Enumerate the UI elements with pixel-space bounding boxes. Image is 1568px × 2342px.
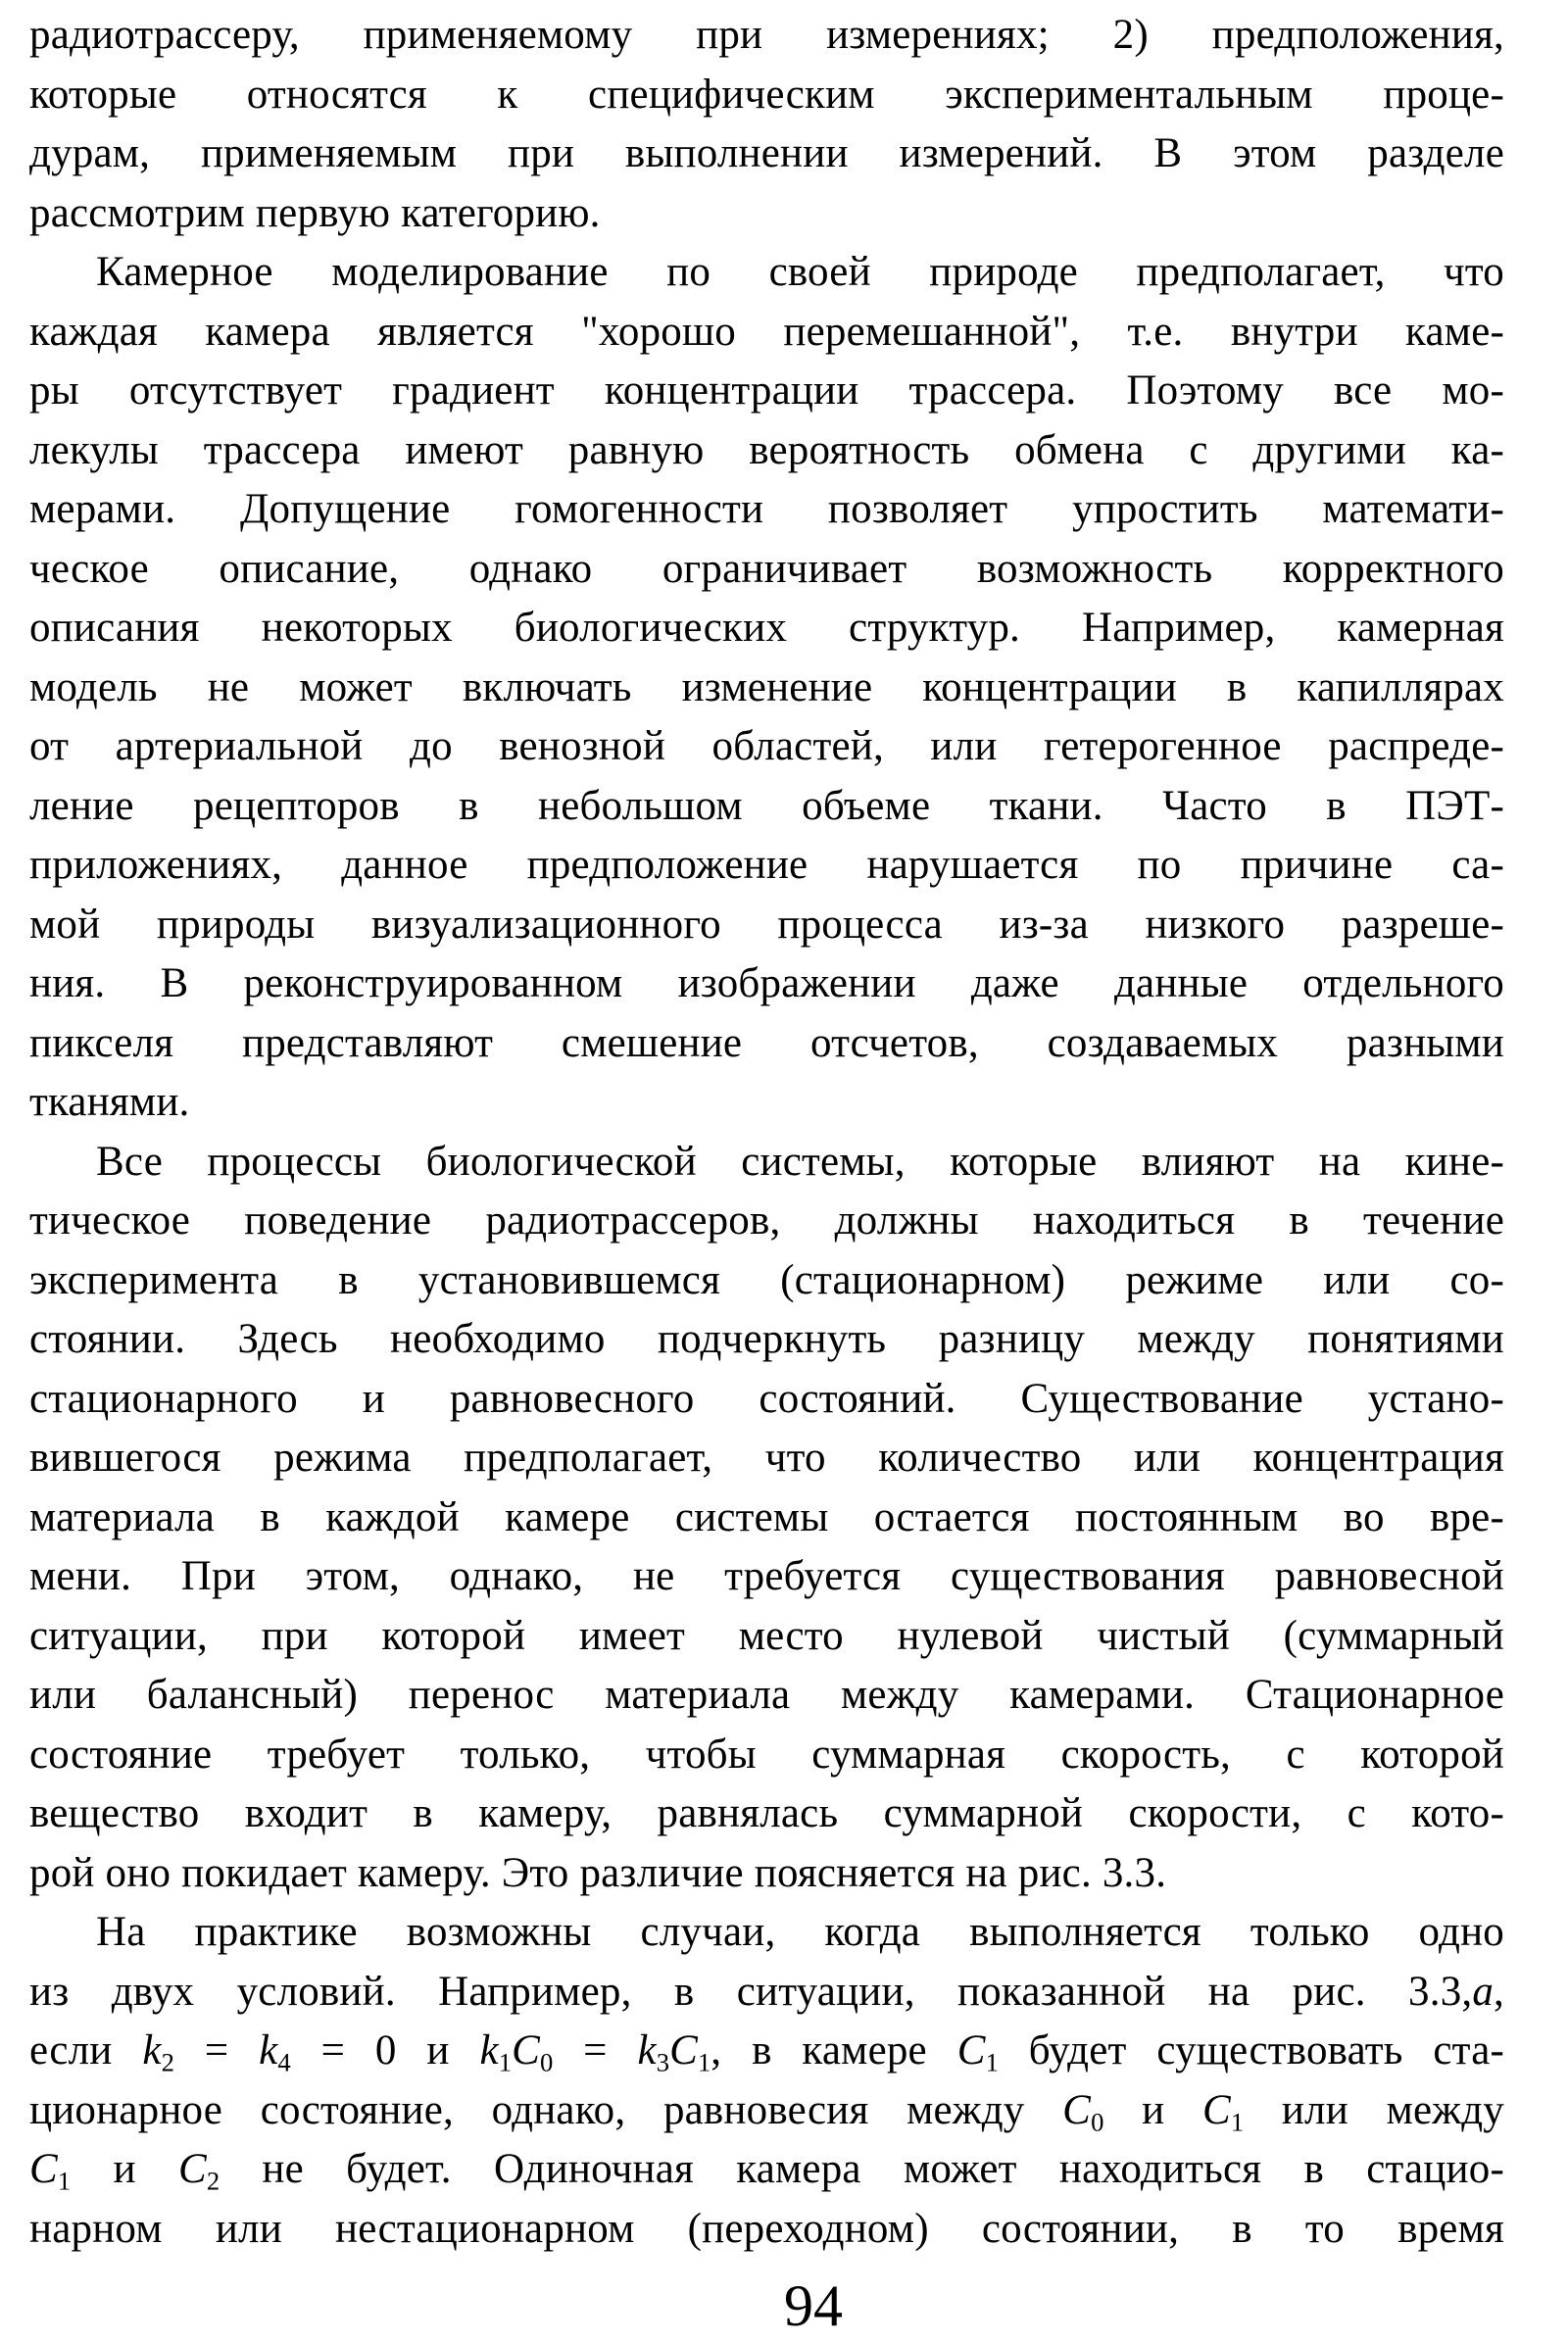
text-line: ния. В реконструированном изображении даже данные отдельного [29, 960, 1504, 1006]
text-line: ситуации, при которой имеет место нулевой чистый (суммарный [29, 1612, 1504, 1659]
text-line: тканями. [29, 1079, 190, 1125]
page-number: 94 [784, 2273, 843, 2338]
text-line: C1 и C2 не будет. Одиночная камера может находиться в стацио- [29, 2146, 1504, 2196]
text-line: из двух условий. Например, в ситуации, показанной на рис. 3.3,а, [29, 1968, 1504, 2015]
text-line: нарном или нестационарном (переходном) состоянии, в то время [29, 2205, 1504, 2252]
text-line: приложениях, данное предположение нарушается по причине са- [29, 842, 1504, 888]
text-line: которые относятся к специфическим экспериментальным проце- [29, 71, 1504, 118]
text-line: пикселя представляют смешение отсчетов, создаваемых разными [29, 1019, 1504, 1066]
text-line: вившегося режима предполагает, что количество или концентрация [29, 1435, 1504, 1481]
text-line: радиотрассеру, применяемому при измерениях; 2) предположения, [29, 12, 1504, 58]
text-line: Камерное моделирование по своей природе предполагает, что [96, 249, 1504, 295]
text-line: рой оно покидает камеру. Это различие поясняется на рис. 3.3. [29, 1849, 1167, 1896]
text-line: от артериальной до венозной областей, или гетерогенное распреде- [29, 723, 1504, 769]
text-line: ческое описание, однако ограничивает возможность корректного [29, 545, 1504, 592]
text-line: стоянии. Здесь необходимо подчеркнуть разницу между понятиями [29, 1316, 1504, 1362]
text-line: На практике возможны случаи, когда выполняется только одно [96, 1909, 1504, 1955]
text-line: дурам, применяемым при выполнении измерений. В этом разделе [29, 130, 1504, 176]
text-line: если k2 = k4 = 0 и k1C0 = k3C1, в камере C1 будет существовать ста- [29, 2027, 1504, 2077]
text-column [29, 6, 1504, 2259]
text-line: вещество входит в камеру, равнялась суммарной скорости, с кото- [29, 1790, 1504, 1836]
text-line: ционарное состояние, однако, равновесия между C0 и C1 или между [29, 2086, 1504, 2136]
text-line: лекулы трассера имеют равную вероятность обмена с другими ка- [29, 426, 1504, 473]
text-line: каждая камера является "хорошо перемешанной", т.е. внутри каме- [29, 308, 1504, 355]
text-line: материала в каждой камере системы остается постоянным во вре- [29, 1493, 1504, 1540]
text-line: Все процессы биологической системы, которые влияют на кине- [96, 1138, 1504, 1185]
text-line: описания некоторых биологических структур. Например, камерная [29, 605, 1504, 651]
text-line: состояние требует только, чтобы суммарная скорость, с которой [29, 1731, 1504, 1778]
text-line: мени. При этом, однако, не требуется существования равновесной [29, 1553, 1504, 1599]
text-line: модель не может включать изменение концентрации в капиллярах [29, 663, 1504, 710]
text-line: мерами. Допущение гомогенности позволяет упростить математи- [29, 486, 1504, 532]
text-line: тическое поведение радиотрассеров, должны находиться в течение [29, 1197, 1504, 1244]
text-line: или балансный) перенос материала между камерами. Стационарное [29, 1672, 1504, 1718]
text-line: ры отсутствует градиент концентрации трассера. Поэтому все мо- [29, 367, 1504, 414]
text-line: эксперимента в установившемся (стационарном) режиме или со- [29, 1256, 1504, 1303]
text-line: ление рецепторов в небольшом объеме ткани. Часто в ПЭТ- [29, 782, 1504, 829]
text-line: мой природы визуализационного процесса из-за низкого разреше- [29, 901, 1504, 948]
text-line: стационарного и равновесного состояний. Существование устано- [29, 1375, 1504, 1422]
text-line: рассмотрим первую категорию. [29, 189, 601, 236]
